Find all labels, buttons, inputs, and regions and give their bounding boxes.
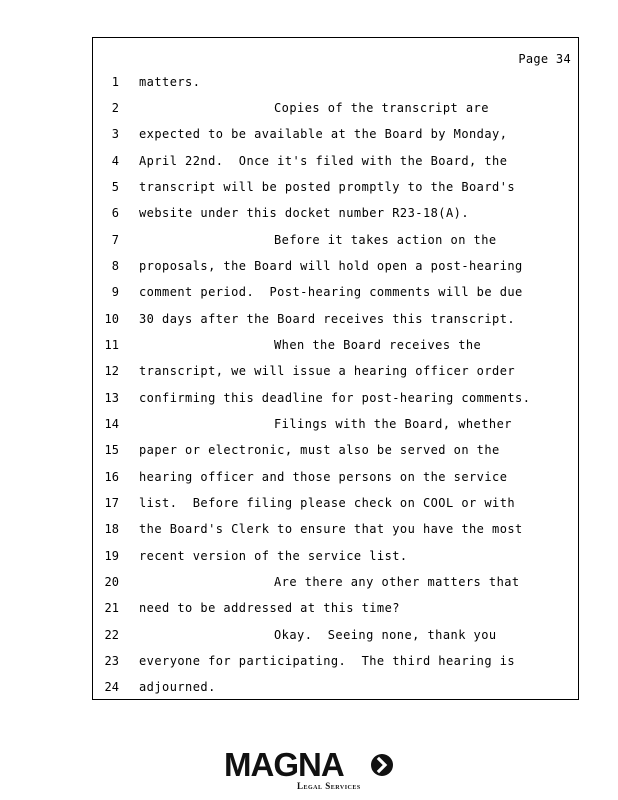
- line-text: the Board's Clerk to ensure that you have the most: [139, 522, 523, 537]
- line-text: comment period. Post-hearing comments will be due: [139, 285, 523, 300]
- magna-logo: [224, 748, 396, 792]
- line-text: Are there any other matters that: [274, 575, 520, 590]
- transcript-line: [93, 69, 578, 95]
- line-number: 3: [111, 127, 119, 142]
- transcript-line: [93, 437, 578, 463]
- line-number: 19: [104, 548, 119, 563]
- transcript-line: [93, 227, 578, 253]
- transcript-line: [93, 253, 578, 279]
- line-text: paper or electronic, must also be served on the: [139, 443, 500, 458]
- transcript-line: [93, 385, 578, 411]
- line-number: 18: [104, 522, 119, 537]
- line-number: 24: [104, 680, 119, 695]
- line-text: website under this docket number R23-18(A).: [139, 206, 470, 221]
- line-number: 12: [104, 364, 119, 379]
- transcript-line: [93, 148, 578, 174]
- line-text: Okay. Seeing none, thank you: [274, 627, 497, 642]
- line-number: 14: [104, 416, 119, 431]
- transcript-line: [93, 595, 578, 621]
- transcript-line: [93, 569, 578, 595]
- transcript-line: [93, 543, 578, 569]
- transcript-line: [93, 332, 578, 358]
- line-text: hearing officer and those persons on the service: [139, 469, 508, 484]
- transcript-line: [93, 95, 578, 121]
- circle-arrow-right-icon: [370, 753, 394, 777]
- line-number: 16: [104, 469, 119, 484]
- line-text: Before it takes action on the: [274, 232, 497, 247]
- transcript-line: [93, 358, 578, 384]
- line-text: Filings with the Board, whether: [274, 416, 512, 431]
- line-number: 10: [104, 311, 119, 326]
- line-text: April 22nd. Once it's filed with the Board, the: [139, 153, 508, 168]
- line-text: recent version of the service list.: [139, 548, 408, 563]
- line-text: everyone for participating. The third hearing is: [139, 654, 516, 669]
- transcript-line: [93, 490, 578, 516]
- line-text: When the Board receives the: [274, 337, 482, 352]
- line-number: 7: [111, 232, 119, 247]
- transcript-lines: [93, 69, 578, 701]
- line-text: expected to be available at the Board by Monday,: [139, 127, 508, 142]
- logo-subtitle: Legal Services: [297, 781, 361, 791]
- line-number: 11: [104, 337, 119, 352]
- line-number: 23: [104, 654, 119, 669]
- transcript-line: [93, 174, 578, 200]
- line-number: 17: [104, 496, 119, 510]
- line-number: 22: [104, 627, 119, 642]
- line-number: 1: [111, 74, 119, 89]
- line-number: 6: [111, 206, 119, 221]
- transcript-line: [93, 200, 578, 226]
- transcript-line: [93, 121, 578, 147]
- transcript-line: [93, 648, 578, 674]
- line-number: 5: [111, 179, 119, 194]
- line-text: confirming this deadline for post-hearing comments.: [139, 390, 531, 405]
- transcript-line: [93, 622, 578, 648]
- page-number: Page 34: [518, 52, 571, 66]
- transcript-line: [93, 516, 578, 542]
- transcript-page: [92, 37, 579, 700]
- transcript-line: [93, 306, 578, 332]
- line-text: 30 days after the Board receives this transcript.: [139, 311, 516, 326]
- line-number: 4: [111, 153, 119, 168]
- line-text: list. Before filing please check on COOL or with: [139, 496, 516, 510]
- line-text: need to be addressed at this time?: [139, 601, 400, 616]
- transcript-line: [93, 411, 578, 437]
- line-text: Copies of the transcript are: [274, 100, 489, 115]
- line-text: matters.: [139, 74, 201, 89]
- line-number: 15: [104, 443, 119, 458]
- line-text: transcript, we will issue a hearing officer order: [139, 364, 516, 379]
- transcript-line: [93, 279, 578, 305]
- line-number: 2: [111, 100, 119, 115]
- line-number: 8: [111, 258, 119, 273]
- line-text: transcript will be posted promptly to the Board's: [139, 179, 516, 194]
- line-number: 20: [104, 575, 119, 590]
- transcript-line: [93, 464, 578, 490]
- transcript-line: [93, 674, 578, 700]
- line-number: 21: [104, 601, 119, 616]
- line-number: 13: [104, 390, 119, 405]
- line-text: adjourned.: [139, 680, 216, 695]
- line-number: 9: [111, 285, 119, 300]
- line-text: proposals, the Board will hold open a post-hearing: [139, 258, 523, 273]
- logo-wordmark: MAGNA: [224, 746, 344, 783]
